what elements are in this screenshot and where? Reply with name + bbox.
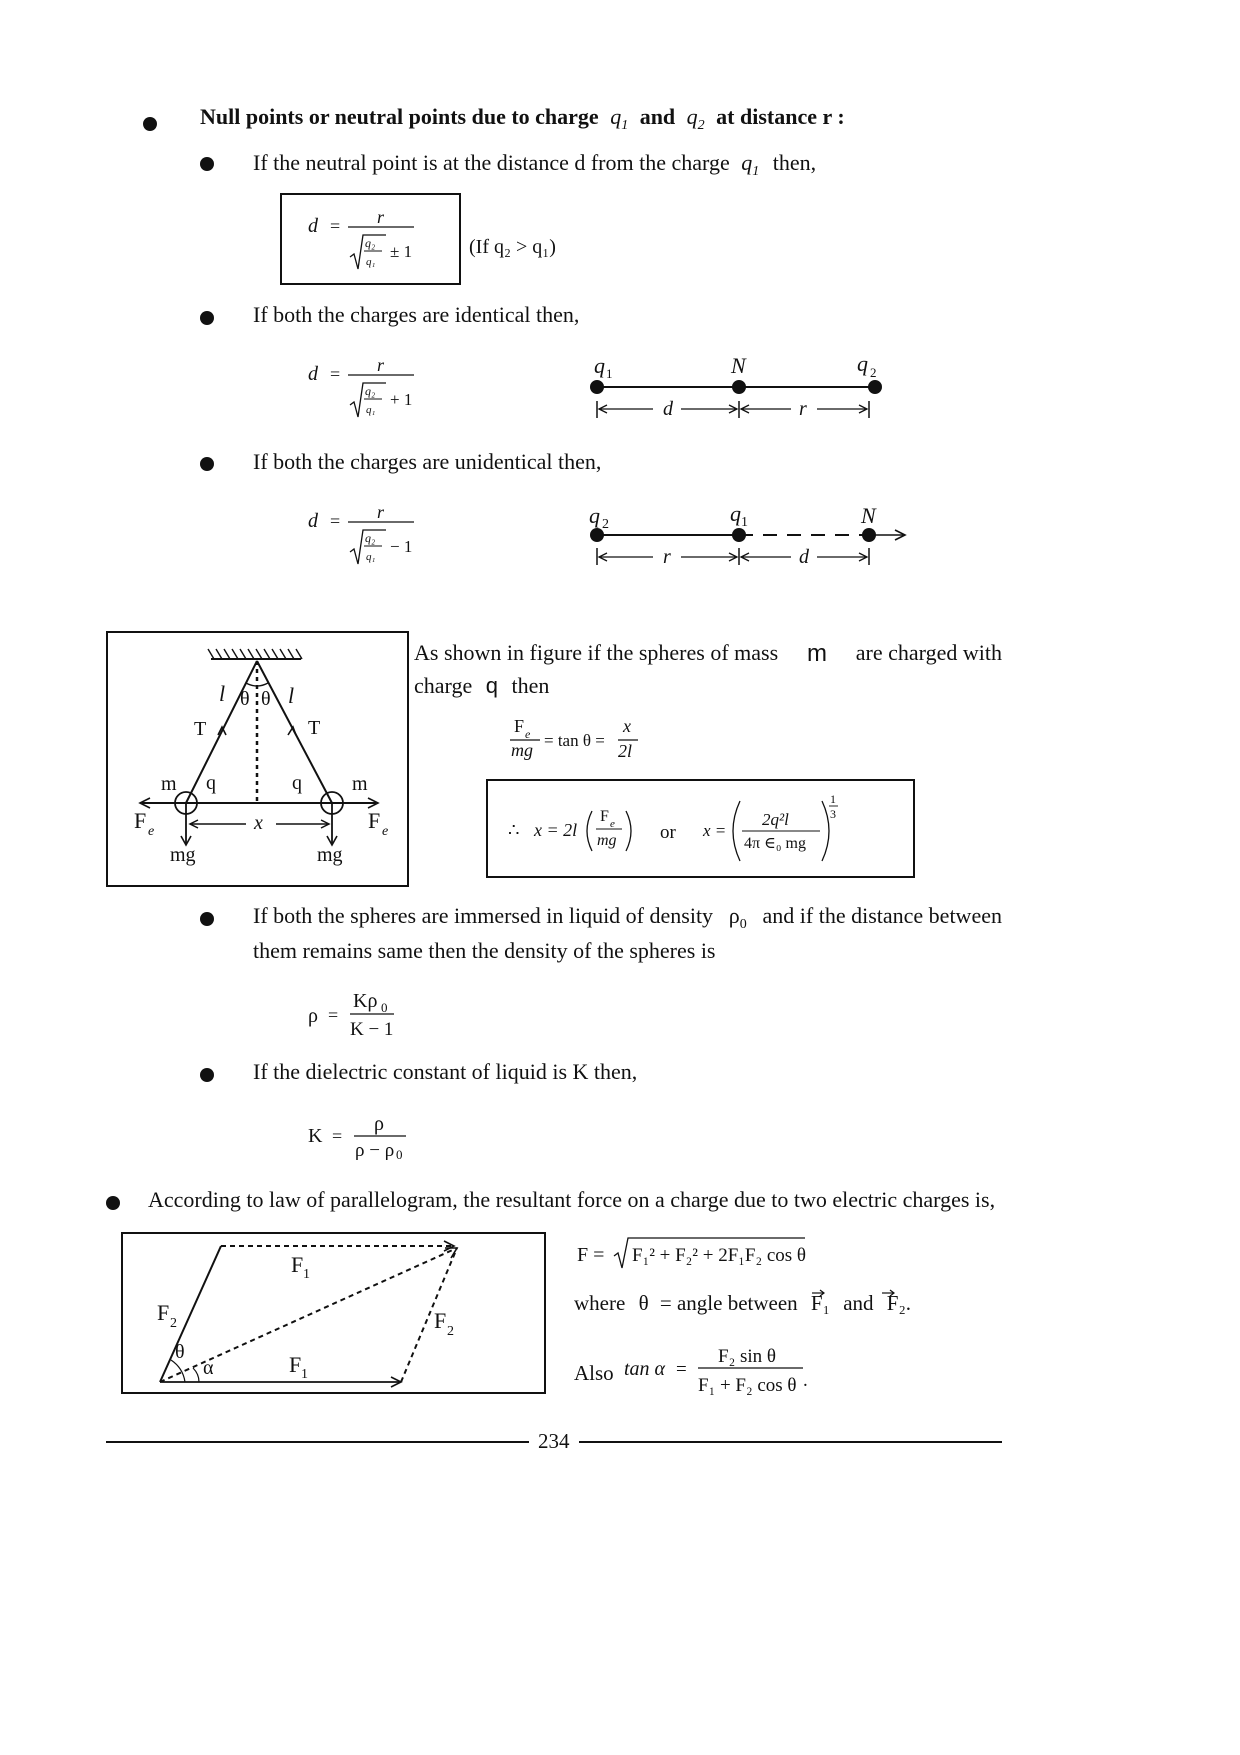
svg-text:2: 2 [170, 1316, 177, 1331]
svg-text:=: = [330, 511, 341, 531]
svg-text:− 1: − 1 [390, 537, 413, 556]
svg-text:2q²l: 2q²l [762, 810, 789, 829]
svg-text:T: T [308, 717, 321, 739]
parallelogram-diagram [121, 1232, 546, 1394]
item-2-bullet [200, 311, 214, 325]
svg-text:F: F [368, 808, 381, 833]
svg-text:F: F [600, 808, 609, 825]
item-1-bullet [200, 157, 214, 171]
svg-text:K: K [308, 1125, 323, 1147]
item-1-text: If the neutral point is at the distance d from the charge $q_1$ then, [253, 150, 817, 179]
svg-text:N: N [731, 353, 746, 378]
svg-text:1: 1 [830, 792, 836, 806]
where-line: where θ = angle between F₁ and F₂. [574, 1291, 912, 1315]
svg-text:q₂: q₂ [365, 531, 376, 545]
svg-text:d: d [799, 546, 809, 568]
svg-text:+ 1: + 1 [390, 390, 413, 409]
parallelogram-text: According to law of parallelogram, the resultant force on a charge due to two electric charges is, [148, 1187, 996, 1212]
svg-text:e: e [382, 824, 389, 839]
svg-text:=: = [676, 1359, 687, 1380]
svg-text:± 1: ± 1 [390, 242, 413, 261]
svg-text:mg: mg [597, 832, 617, 849]
svg-text:m: m [352, 773, 368, 795]
also-formula [574, 1340, 824, 1405]
diagram-identical [585, 350, 905, 430]
svg-text:r: r [377, 207, 385, 227]
svg-text:x: x [623, 716, 631, 736]
formula-unidentical [300, 500, 460, 580]
svg-text:r: r [377, 502, 385, 522]
svg-text:r: r [663, 546, 671, 568]
svg-text:q: q [292, 772, 302, 794]
svg-text:x = 2l: x = 2l [534, 820, 578, 840]
svg-text:l: l [288, 683, 295, 708]
svg-text:4π ∈₀ mg: 4π ∈₀ mg [744, 835, 806, 852]
parallelogram-bullet [106, 1196, 120, 1210]
heading-text: Null points or neutral points due to charge [200, 104, 599, 129]
svg-text:F₁ + F₂ cos θ: F₁ + F₂ cos θ [698, 1375, 797, 1396]
footer-rule-left [106, 1441, 529, 1443]
svg-text:=: = [330, 216, 341, 236]
svg-text:d: d [308, 215, 318, 237]
diagram-unidentical [585, 500, 915, 580]
svg-text:q: q [594, 353, 605, 378]
svg-text:F: F [514, 716, 525, 736]
page-number: 234 [538, 1429, 570, 1453]
svg-text:m: m [161, 773, 177, 795]
immersed-line-2: them remains same then the density of the spheres is [253, 938, 716, 963]
svg-text:ρ − ρ: ρ − ρ [355, 1140, 395, 1161]
dielectric-text: If the dielectric constant of liquid is K then, [253, 1059, 638, 1084]
heading-tail: at distance r : [716, 104, 845, 129]
svg-text:F: F [289, 1352, 302, 1377]
svg-text:e: e [525, 727, 531, 741]
svg-text:mg: mg [170, 844, 196, 866]
svg-text:T: T [194, 718, 207, 740]
svg-text:q₂: q₂ [365, 384, 376, 398]
item-2-text: If both the charges are identical then, [253, 302, 580, 327]
svg-text:2: 2 [602, 517, 609, 532]
formula-general-condition: (If q₂ > q₁) [469, 236, 556, 258]
svg-text:F: F [291, 1252, 304, 1277]
svg-text:2: 2 [870, 365, 877, 380]
heading-q1: $q_1$ [610, 104, 629, 133]
svg-text:= tan θ =: = tan θ = [544, 731, 605, 750]
svg-text:Kρ: Kρ [353, 990, 378, 1012]
svg-text:q₁: q₁ [366, 551, 376, 563]
tan-formula [508, 712, 648, 767]
svg-text:q: q [589, 503, 600, 528]
resultant-formula [575, 1232, 825, 1277]
svg-text:3: 3 [830, 807, 836, 821]
formula-identical [300, 353, 460, 433]
svg-text:ρ: ρ [308, 1005, 318, 1027]
svg-text:d: d [663, 398, 673, 420]
svg-text:F =: F = [577, 1244, 605, 1266]
dielectric-bullet [200, 1068, 214, 1082]
immersed-bullet [200, 912, 214, 926]
svg-text:r: r [799, 398, 807, 420]
svg-text:e: e [610, 818, 615, 830]
svg-text:x =: x = [703, 821, 727, 840]
svg-text:0: 0 [381, 1000, 388, 1015]
svg-text:1: 1 [303, 1267, 310, 1282]
svg-text:or: or [660, 822, 676, 843]
svg-text:d: d [308, 363, 318, 385]
svg-text:=: = [330, 364, 341, 384]
heading [200, 104, 845, 134]
svg-text:q: q [857, 351, 868, 376]
svg-text:F₂ sin θ: F₂ sin θ [718, 1346, 776, 1367]
svg-text:ρ: ρ [374, 1113, 384, 1135]
svg-text:mg: mg [317, 844, 343, 866]
svg-text:e: e [148, 824, 155, 839]
footer-rule-right [579, 1441, 1002, 1443]
svg-text:1: 1 [606, 366, 613, 381]
svg-text:K − 1: K − 1 [350, 1019, 394, 1040]
svg-text:θ: θ [240, 688, 250, 710]
svg-text:F₁² + F₂² + 2F₁F₂ cos θ: F₁² + F₂² + 2F₁F₂ cos θ [632, 1245, 807, 1266]
rho-formula [300, 985, 410, 1045]
svg-text:d: d [308, 510, 318, 532]
k-formula [300, 1110, 420, 1165]
svg-text:q: q [206, 772, 216, 794]
svg-text:q₁: q₁ [366, 404, 376, 416]
heading-bullet [143, 117, 157, 131]
svg-text:2: 2 [447, 1324, 454, 1339]
svg-text:θ: θ [261, 688, 271, 710]
svg-text:r: r [377, 355, 385, 375]
svg-text:mg: mg [511, 740, 533, 760]
spheres-line-2: charge q then [414, 673, 550, 698]
item-3-bullet [200, 457, 214, 471]
vector-arrows [812, 1288, 922, 1300]
svg-text:N: N [861, 503, 876, 528]
svg-text:F: F [134, 808, 147, 833]
heading-q2: $q_2$ [686, 104, 705, 133]
svg-text:1: 1 [741, 515, 748, 530]
svg-text:Also: Also [574, 1361, 614, 1385]
svg-text:1: 1 [301, 1367, 308, 1382]
svg-text:=: = [332, 1126, 343, 1146]
svg-text:θ: θ [175, 1341, 185, 1363]
svg-text:F: F [157, 1300, 170, 1325]
svg-text:F: F [434, 1308, 447, 1333]
svg-text:α: α [203, 1357, 214, 1379]
svg-text:l: l [219, 681, 226, 706]
spheres-line-1: As shown in figure if the spheres of mass m are charged with [414, 640, 1002, 667]
formula-general [300, 205, 460, 285]
pendulum-diagram [106, 631, 409, 887]
svg-text:x: x [254, 812, 263, 834]
immersed-line-1: If both the spheres are immersed in liquid of density $\rho_0$ and if the distance between [253, 903, 1002, 932]
svg-text:2l: 2l [618, 741, 633, 761]
svg-text:q₁: q₁ [366, 256, 376, 268]
svg-text:q: q [730, 501, 741, 526]
svg-text:∴: ∴ [508, 820, 520, 840]
svg-text:q₂: q₂ [365, 236, 376, 250]
item-3-text: If both the charges are unidentical then, [253, 449, 602, 474]
x-formula [486, 779, 915, 878]
svg-text:0: 0 [396, 1147, 403, 1162]
heading-and: and [639, 104, 676, 129]
svg-text:=: = [328, 1005, 339, 1025]
svg-text:.: . [803, 1370, 808, 1391]
svg-text:tan α: tan α [624, 1358, 666, 1380]
